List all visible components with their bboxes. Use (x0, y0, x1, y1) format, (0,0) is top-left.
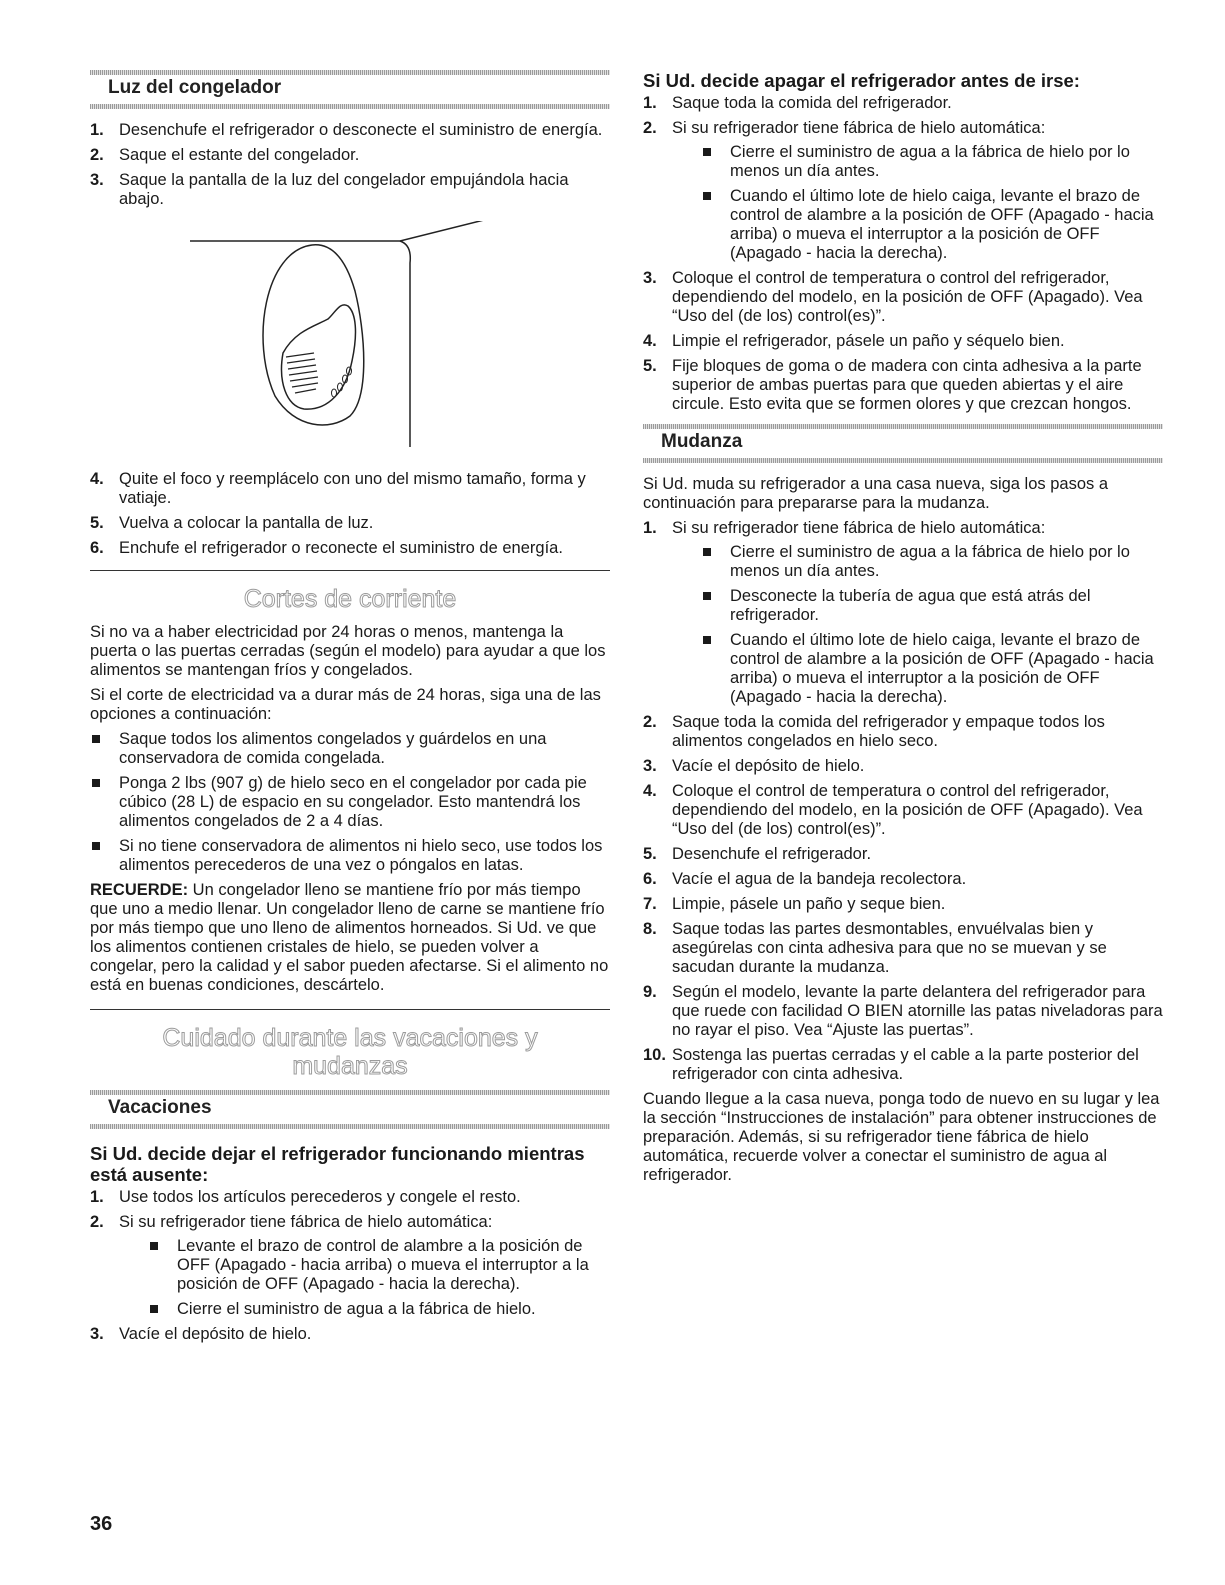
vacations-icemaker-bullets (119, 1237, 610, 1319)
section-rule-bottom (90, 104, 610, 109)
list-item: 2. Si su refrigerador tiene fábrica de hielo automática: Cierre el suministro de agua a la fábrica de hielo por lo menos un día antes. Cuando el último lote de hielo caiga, levante el brazo de control de alambre a la posición de OFF (Apagado - hacia arriba) o mueva el interruptor a la posición de OFF (Apagado - hacia la derecha). (643, 119, 1163, 263)
list-item: Desconecte la tubería de agua que está atrás del refrigerador. (701, 587, 1163, 625)
left-column (90, 70, 610, 1350)
freezer-light-steps-b (90, 470, 610, 558)
right-column (643, 70, 1163, 1185)
freezer-light-heading: Luz del congelador (108, 77, 282, 98)
section-rule-top (90, 1090, 610, 1095)
list-item: Saque todos los alimentos congelados y guárdelos en una conservadora de comida congelada. (90, 730, 610, 768)
list-item: 3. Coloque el control de temperatura o control del refrigerador, dependiendo del modelo, en la posición de OFF (Apagado). Vea “Uso del (de los) control(es)”. (643, 269, 1143, 325)
list-item: 3. Vacíe el depósito de hielo. (643, 757, 865, 775)
section-divider (90, 570, 610, 571)
square-bullet-icon (150, 1305, 158, 1313)
power-outage-paragraph-1: Si no va a haber electricidad por 24 horas o menos, mantenga la puerta o las puertas cerradas (según el modelo) para ayudar a que los alimentos se mantengan fríos y congelados. (90, 623, 606, 679)
list-item: Levante el brazo de control de alambre a la posición de OFF (Apagado - hacia arriba) o mueva el interruptor a la posición de OFF (Apagado - hacia la derecha). (148, 1237, 610, 1294)
section-rule-top (643, 424, 1163, 429)
list-item: 9. Según el modelo, levante la parte delantera del refrigerador para que ruede con facilidad O BIEN atornille las patas niveladoras para no rayar el piso. Vea “Ajuste las puertas”. (643, 983, 1163, 1039)
power-outage-paragraph-2: Si el corte de electricidad va a durar más de 24 horas, siga una de las opciones a continuación: (90, 686, 601, 723)
list-item: 8. Saque todas las partes desmontables, envuélvalas bien y asegúrelas con cinta adhesiva para que no se muevan y se sacudan durante la mudanza. (643, 920, 1107, 976)
square-bullet-icon (92, 842, 100, 850)
remember-note: RECUERDE: Un congelador lleno se mantiene frío por más tiempo que uno a medio llenar. Un congelador lleno de carne se mantiene frío por más tiempo que uno lleno de alimentos horneados. Si Ud. ve que los alimentos contienen cristales de hielo, se pueden volver a congelar, pero la calidad y el sabor pueden afectarse. Si el alimento no está en buenas condiciones, descártelo. (90, 881, 609, 994)
freezer-light-shield-illustration (90, 221, 610, 456)
list-item: 3. Vacíe el depósito de hielo. (90, 1325, 312, 1343)
moving-steps (643, 519, 1163, 1084)
section-rule-top (90, 70, 610, 75)
list-item: 4. Coloque el control de temperatura o control del refrigerador, dependiendo del modelo, en la posición de OFF (Apagado). Vea “Uso del (de los) control(es)”. (643, 782, 1143, 838)
turn-off-subheading: Si Ud. decide apagar el refrigerador antes de irse: (643, 70, 1080, 91)
list-item: 1. Use todos los artículos perecederos y congele el resto. (90, 1188, 521, 1206)
moving-heading: Mudanza (661, 431, 743, 452)
vacation-moving-title-line-2: mudanzas (292, 1052, 408, 1080)
square-bullet-icon (703, 548, 711, 556)
freezer-light-steps-a (90, 121, 610, 209)
list-item: Cierre el suministro de agua a la fábrica de hielo por lo menos un día antes. (701, 143, 1163, 181)
vacation-moving-title-line-1: Cuidado durante las vacaciones y (162, 1024, 538, 1052)
list-item: 1. Desenchufe el refrigerador o desconecte el suministro de energía. (90, 121, 603, 139)
power-outage-title: Cortes de corriente (243, 585, 457, 613)
vacations-steps (90, 1188, 610, 1344)
list-item: 2. Saque el estante del congelador. (90, 146, 360, 164)
moving-icemaker-bullets (672, 543, 1163, 707)
square-bullet-icon (703, 592, 711, 600)
power-outage-options (90, 730, 610, 875)
list-item: Cierre el suministro de agua a la fábrica de hielo por lo menos un día antes. (701, 543, 1163, 581)
list-item: 10. Sostenga las puertas cerradas y el cable a la parte posterior del refrigerador con cinta adhesiva. (643, 1046, 1139, 1083)
list-item: Ponga 2 lbs (907 g) de hielo seco en el congelador por cada pie cúbico (28 L) de espacio en su congelador. Esto mantendrá los alimentos congelados de 2 a 4 días. (90, 774, 610, 831)
square-bullet-icon (703, 148, 711, 156)
list-item: 7. Limpie, pásele un paño y seque bien. (643, 895, 946, 913)
section-divider (90, 1009, 610, 1010)
vacations-heading: Vacaciones (108, 1097, 212, 1118)
list-item: 1. Saque toda la comida del refrigerador. (643, 94, 952, 112)
turn-off-icemaker-bullets (672, 143, 1163, 263)
square-bullet-icon (703, 192, 711, 200)
square-bullet-icon (92, 779, 100, 787)
moving-intro: Si Ud. muda su refrigerador a una casa nueva, siga los pasos a continuación para prepararse para la mudanza. (643, 475, 1109, 512)
list-item: 6. Enchufe el refrigerador o reconecte el suministro de energía. (90, 539, 563, 557)
section-rule-bottom (643, 458, 1163, 463)
vacations-subheading: Si Ud. decide dejar el refrigerador funcionando mientras está ausente: (90, 1143, 585, 1185)
list-item: 4. Quite el foco y reemplácelo con uno del mismo tamaño, forma y vatiaje. (90, 470, 586, 507)
list-item: Cuando el último lote de hielo caiga, levante el brazo de control de alambre a la posición de OFF (Apagado - hacia arriba) o mueva el interruptor a la posición de OFF (Apagado - hacia la derecha). (701, 187, 1163, 263)
page-number: 36 (90, 1513, 113, 1535)
vacation-moving-title (90, 1024, 610, 1080)
list-item: Cuando el último lote de hielo caiga, levante el brazo de control de alambre a la posición de OFF (Apagado - hacia arriba) o mueva el interruptor a la posición de OFF (Apagado - hacia la derecha). (701, 631, 1163, 707)
list-item: Si no tiene conservadora de alimentos ni hielo seco, use todos los alimentos perecederos de una vez o póngalos en latas. (90, 837, 610, 875)
list-item: 2. Saque toda la comida del refrigerador y empaque todos los alimentos congelados en hielo seco. (643, 713, 1105, 750)
square-bullet-icon (703, 636, 711, 644)
list-item: 5. Vuelva a colocar la pantalla de luz. (90, 514, 374, 532)
list-item: 3. Saque la pantalla de la luz del congelador empujándola hacia abajo. (90, 171, 569, 208)
list-item: 5. Desenchufe el refrigerador. (643, 845, 872, 863)
list-item: 6. Vacíe el agua de la bandeja recolectora. (643, 870, 967, 888)
square-bullet-icon (92, 735, 100, 743)
square-bullet-icon (150, 1242, 158, 1250)
section-rule-bottom (90, 1124, 610, 1129)
list-item: 2. Si su refrigerador tiene fábrica de hielo automática: Levante el brazo de control de alambre a la posición de OFF (Apagado - hacia arriba) o mueva el interruptor a la posición de OFF (Apagado - hacia la derecha). Cierre el suministro de agua a la fábrica de hielo. (90, 1213, 610, 1319)
list-item: Cierre el suministro de agua a la fábrica de hielo. (148, 1300, 610, 1319)
list-item: 5. Fije bloques de goma o de madera con cinta adhesiva a la parte superior de ambas puertas para que queden abiertas y el aire circule. Esto evita que se formen olores y que crezcan hongos. (643, 357, 1142, 413)
turn-off-steps (643, 94, 1163, 414)
list-item: 1. Si su refrigerador tiene fábrica de hielo automática: Cierre el suministro de agua a la fábrica de hielo por lo menos un día antes. Desconecte la tubería de agua que está atrás del refrigerador. Cuando el último lote de hielo caiga, levante el brazo de control de alambre a la posición de OFF (Apagado - hacia arriba) o mueva el interruptor a la posición de OFF (Apagado - hacia la derecha). (643, 519, 1163, 707)
moving-closing: Cuando llegue a la casa nueva, ponga todo de nuevo en su lugar y lea la sección “Instrucciones de instalación” para obtener instrucciones de preparación. Además, si su refrigerador tiene fábrica de hielo automática, recuerde volver a conectar el suministro de agua al refrigerador. (643, 1090, 1160, 1184)
list-item: 4. Limpie el refrigerador, pásele un paño y séquelo bien. (643, 332, 1065, 350)
